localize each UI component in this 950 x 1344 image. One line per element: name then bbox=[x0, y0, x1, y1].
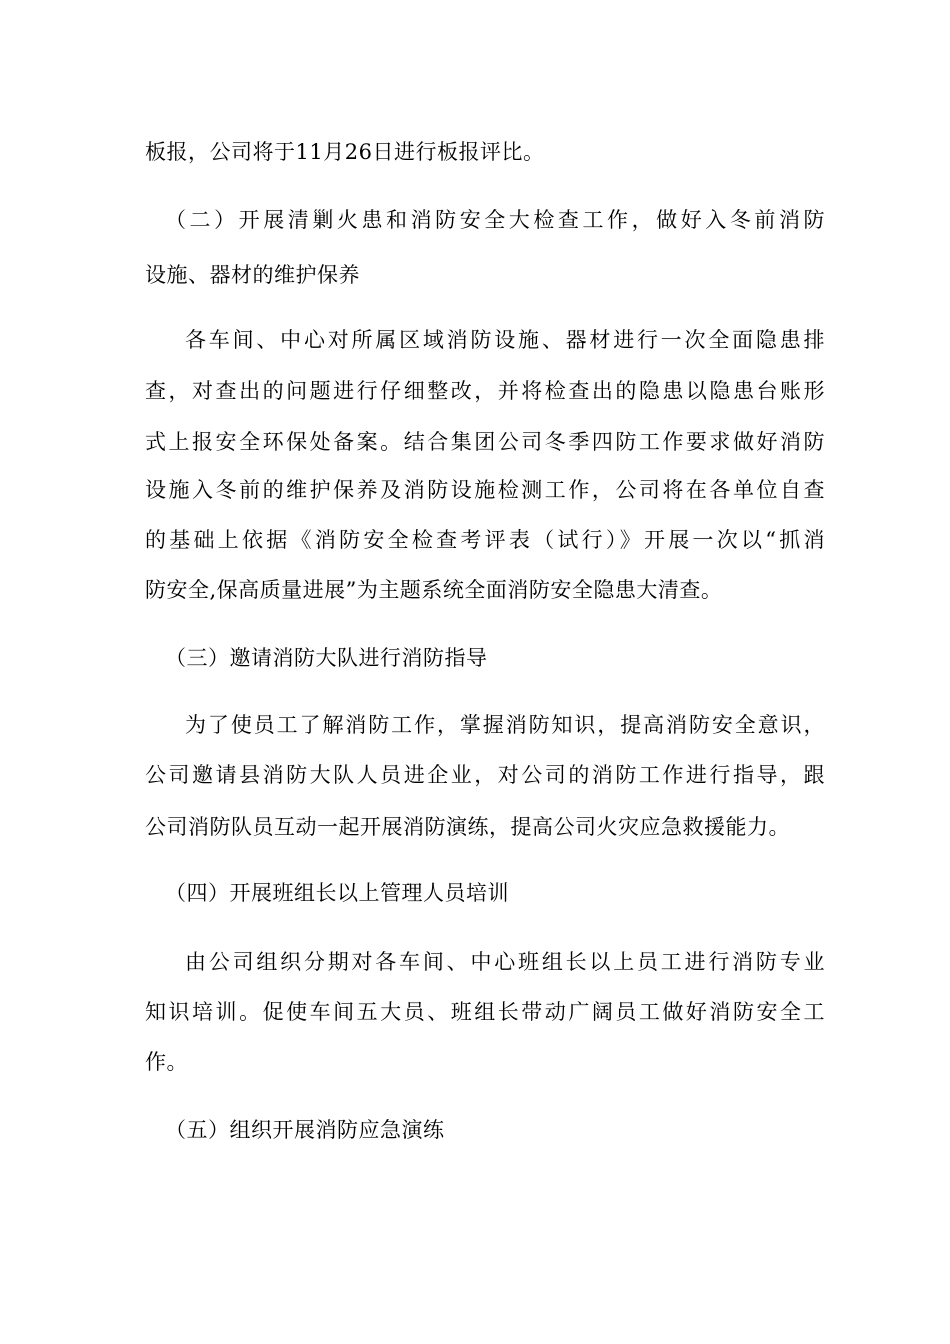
section-heading-line: （五）组织开展消防应急演练 bbox=[165, 1118, 445, 1142]
paragraph-line: 各车间、中心对所属区域消防设施、器材进行一次全面隐患排 bbox=[185, 328, 825, 352]
section-heading-line: （四）开展班组长以上管理人员培训 bbox=[165, 881, 509, 905]
paragraph-line: 式上报安全环保处备案。结合集团公司冬季四防工作要求做好消防 bbox=[145, 430, 825, 454]
paragraph-line: 作。 bbox=[145, 1050, 188, 1074]
paragraph-line: 知识培训。促使车间五大员、班组长带动广阔员工做好消防安全工 bbox=[145, 1000, 825, 1024]
paragraph-line: 由公司组织分期对各车间、中心班组长以上员工进行消防专业 bbox=[185, 950, 825, 974]
paragraph-line: 板报，公司将于11月26日进行板报评比。 bbox=[145, 140, 545, 164]
paragraph-line: 公司邀请县消防大队人员进企业，对公司的消防工作进行指导，跟 bbox=[145, 763, 825, 787]
paragraph-line: 设施入冬前的维护保养及消防设施检测工作，公司将在各单位自查 bbox=[145, 478, 825, 502]
section-heading-line: （三）邀请消防大队进行消防指导 bbox=[165, 646, 488, 670]
paragraph-line: 防安全,保高质量进展”为主题系统全面消防安全隐患大清查。 bbox=[145, 578, 723, 602]
section-heading-line: （二）开展清剿火患和消防安全大检查工作，做好入冬前消防 bbox=[165, 208, 825, 232]
paragraph-line: 的基础上依据《消防安全检查考评表（试行）》开展一次以“抓消 bbox=[145, 528, 825, 552]
paragraph-line: 公司消防队员互动一起开展消防演练，提高公司火灾应急救援能力。 bbox=[145, 815, 790, 839]
paragraph-line: 为了使员工了解消防工作，掌握消防知识，提高消防安全意识， bbox=[185, 713, 825, 737]
section-heading-line: 设施、器材的维护保养 bbox=[145, 263, 360, 287]
paragraph-line: 查，对查出的问题进行仔细整改，并将检查出的隐患以隐患台账形 bbox=[145, 379, 825, 403]
